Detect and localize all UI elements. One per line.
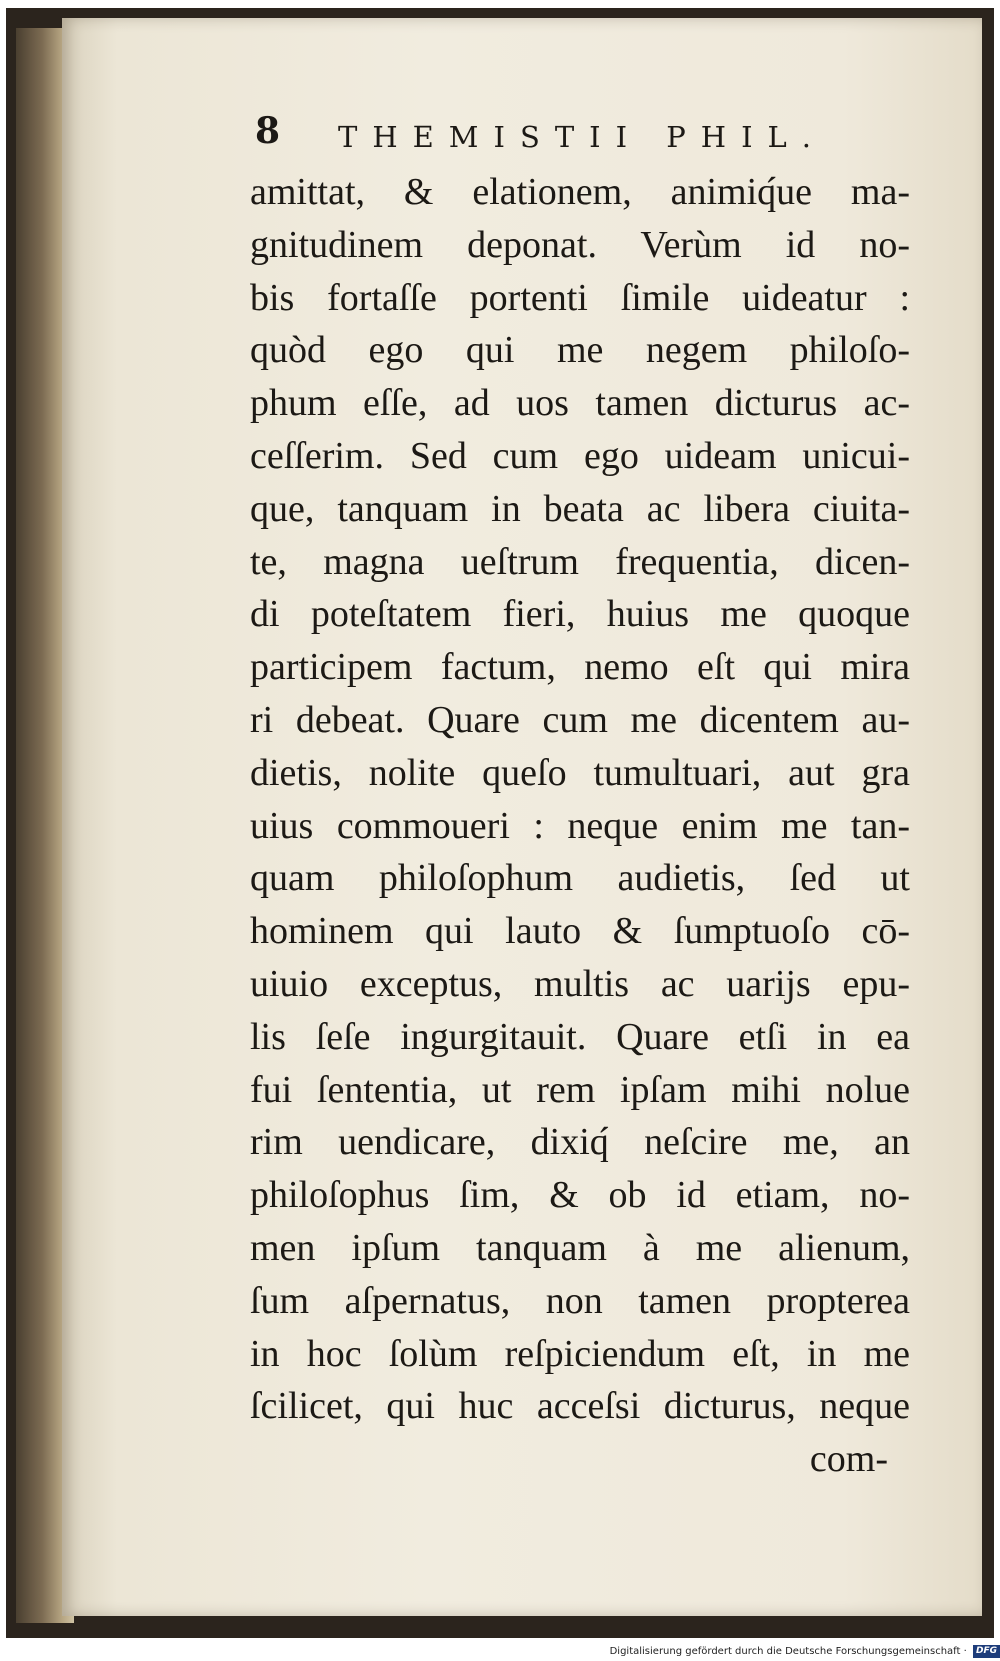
text-line: uius commoueri : neque enim me tan- — [250, 804, 910, 847]
body-text — [250, 166, 910, 1433]
text-line: gnitudinem deponat. Verùm id no- — [250, 223, 910, 266]
running-head-title: THEMISTII PHIL. — [338, 120, 827, 154]
text-line: uiuio exceptus, multis ac uarijs epu- — [250, 962, 910, 1005]
text-line: bis fortaſſe portenti ſimile uideatur : — [250, 276, 910, 319]
text-line: di poteſtatem fieri, huius me quoque — [250, 593, 910, 636]
text-line: participem factum, nemo eſt qui mira — [250, 646, 910, 689]
text-line: phum eſſe, ad uos tamen dicturus ac- — [250, 382, 910, 425]
text-line: ſcilicet, qui huc acceſsi dicturus, neque — [250, 1385, 910, 1428]
text-line: que, tanquam in beata ac libera ciuita- — [250, 487, 910, 530]
running-head — [250, 110, 910, 166]
text-line: men ipſum tanquam à me alienum, — [250, 1226, 910, 1269]
catchword: com- — [809, 1438, 888, 1481]
text-line: ri debeat. Quare cum me dicentem au- — [250, 698, 910, 741]
text-line: lis ſeſe ingurgitauit. Quare etſi in ea — [250, 1015, 910, 1058]
text-line: quam philoſophum audietis, ſed ut — [250, 857, 910, 900]
book-page — [62, 18, 982, 1616]
page-number: 8 — [255, 110, 281, 152]
digitization-credit — [580, 1643, 1000, 1660]
text-line: fui ſententia, ut rem ipſam mihi nolue — [250, 1068, 910, 1111]
text-line: ceſſerim. Sed cum ego uideam unicui- — [250, 434, 910, 477]
credit-text: Digitalisierung gefördert durch die Deutsche Forschungsgemeinschaft · — [609, 1646, 967, 1657]
text-line: hominem qui lauto & ſumptuoſo cō- — [250, 910, 910, 953]
text-line: rim uendicare, dixiq́ neſcire me, an — [250, 1121, 910, 1164]
text-line: quòd ego qui me negem philoſo- — [250, 329, 910, 372]
text-line: amittat, & elationem, animiq́ue ma- — [250, 171, 910, 213]
text-line: ſum aſpernatus, non tamen propterea — [250, 1279, 910, 1322]
page-text-area — [250, 110, 910, 1485]
dfg-logo: DFG — [973, 1645, 1000, 1658]
text-line: in hoc ſolùm reſpiciendum eſt, in me — [250, 1332, 910, 1375]
text-line: philoſophus ſim, & ob id etiam, no- — [250, 1174, 910, 1217]
text-line: dietis, nolite queſo tumultuari, aut gra — [250, 751, 910, 794]
text-line: te, magna ueſtrum frequentia, dicen- — [250, 540, 910, 583]
